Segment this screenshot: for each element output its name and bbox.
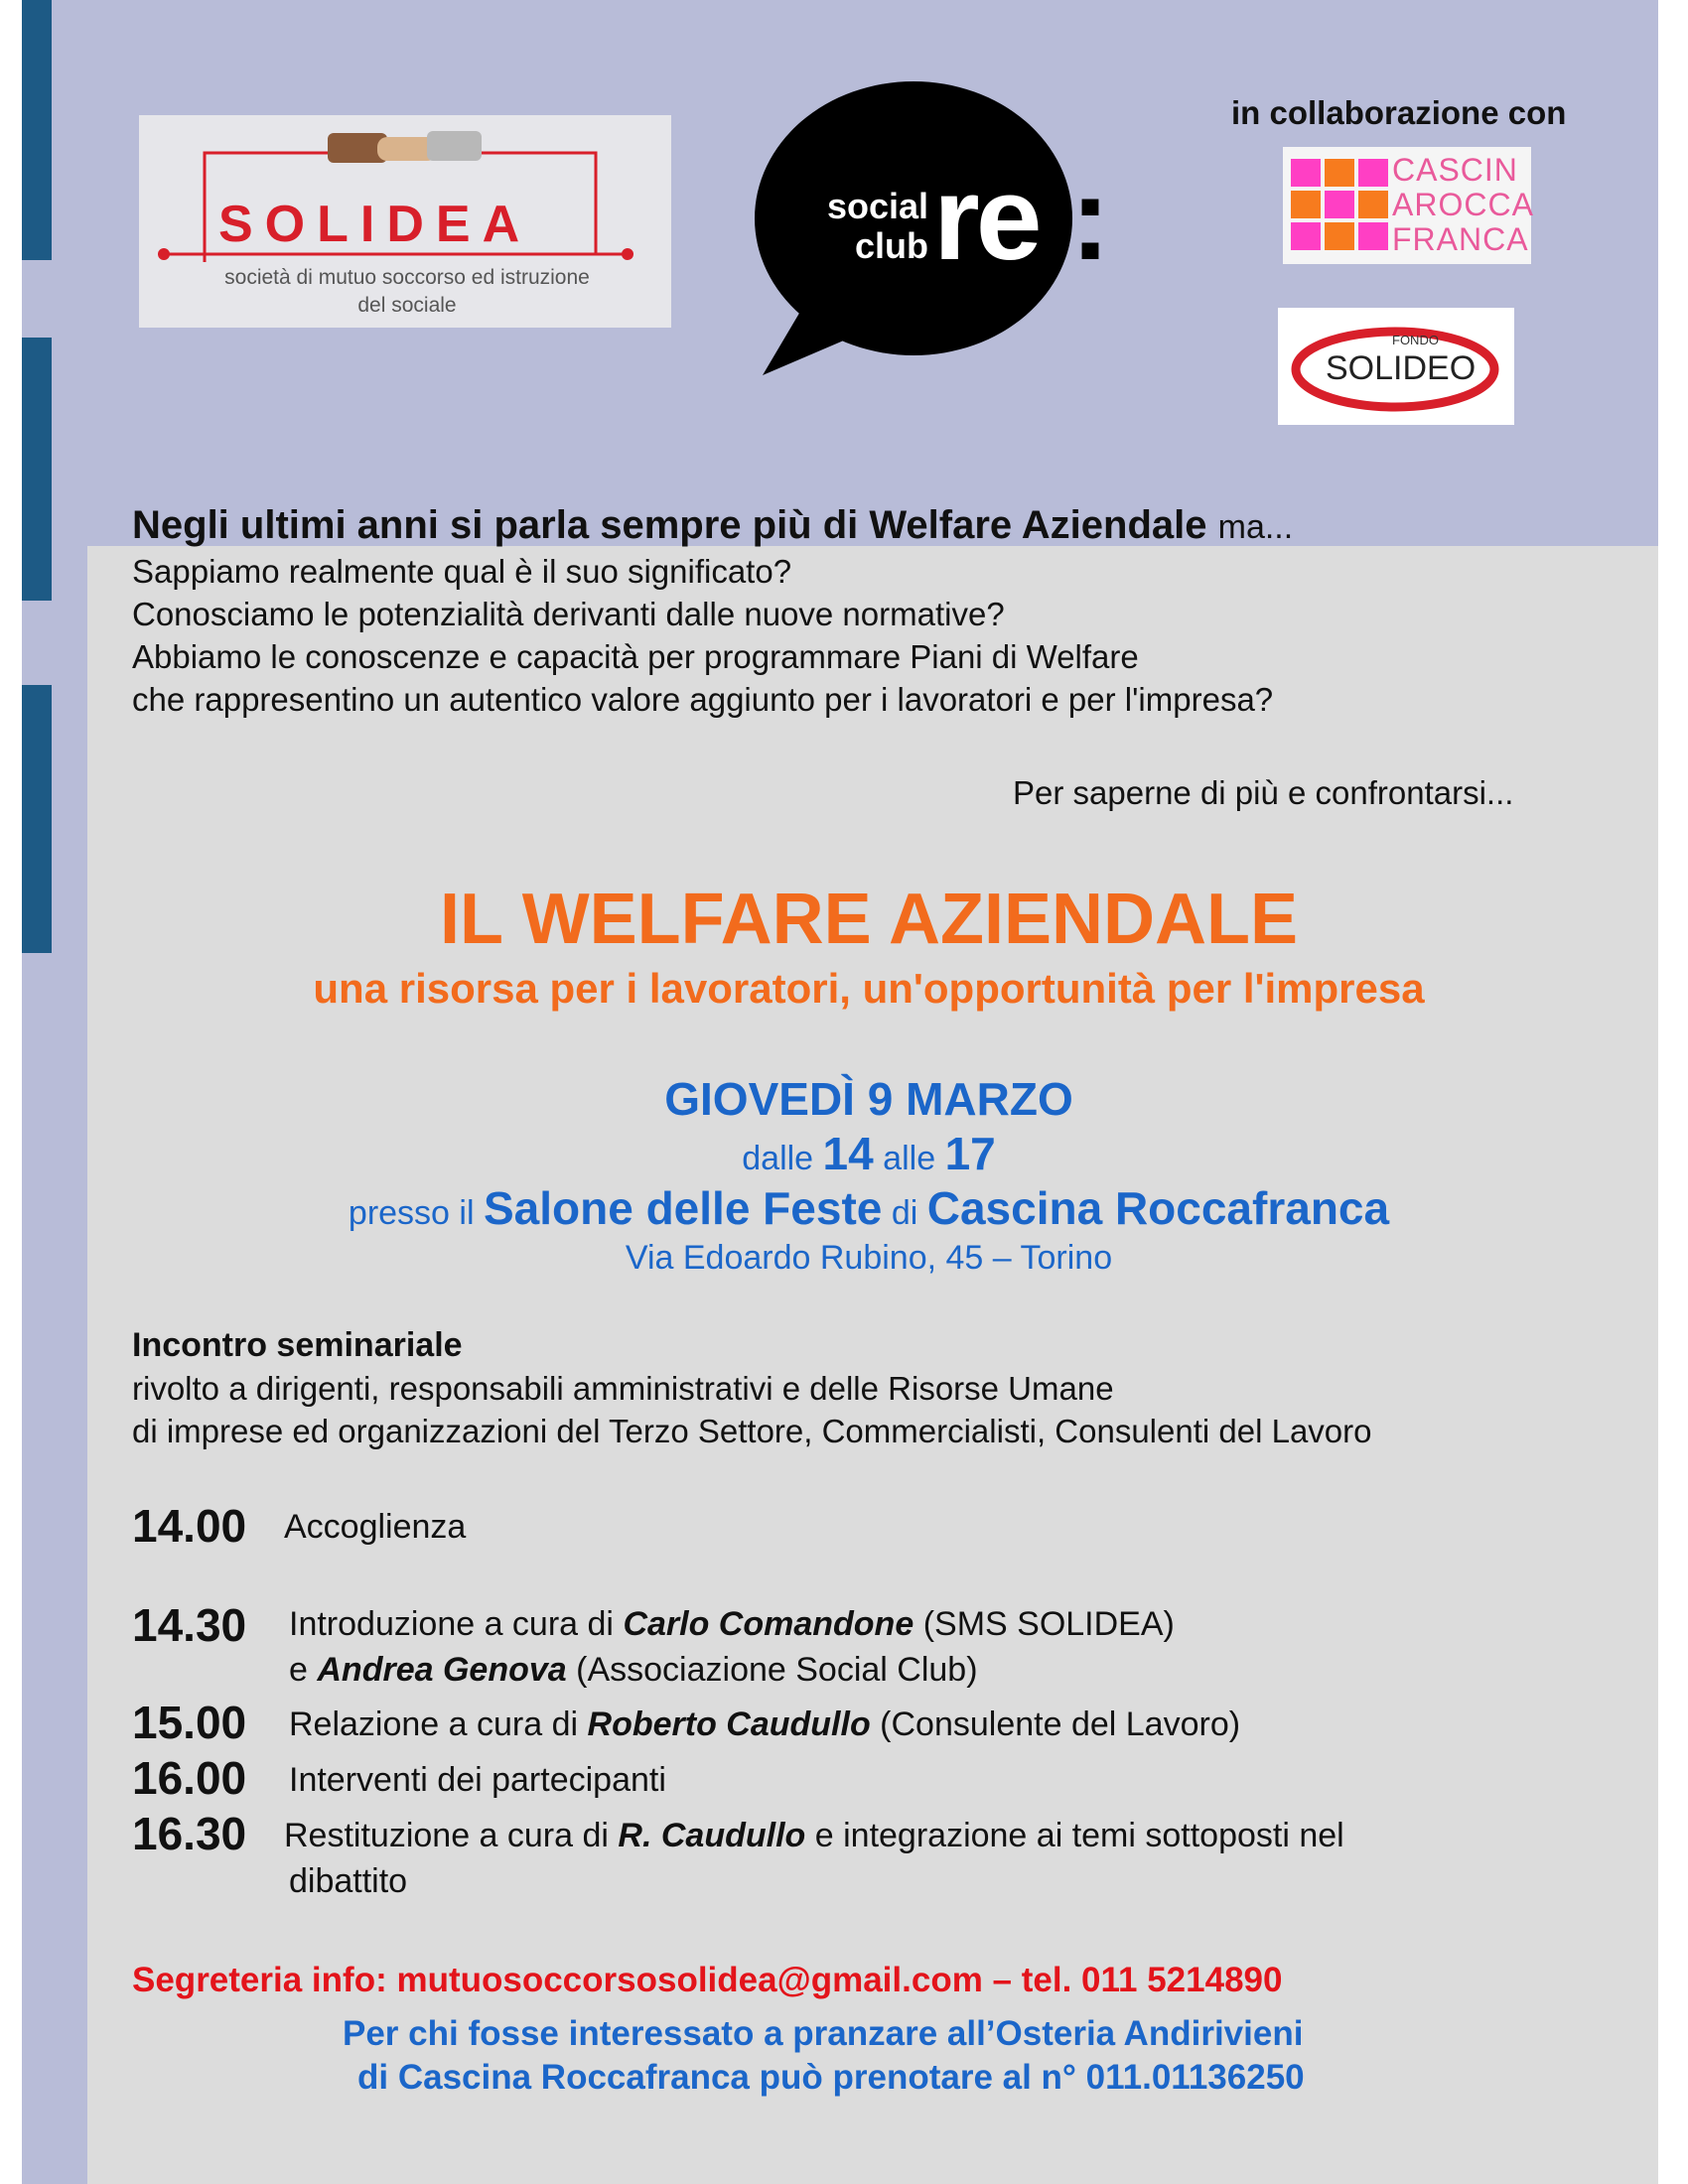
solideo-wordmark: SOLIDEO [1326,349,1477,387]
event-date: GIOVEDÌ 9 MARZO [664,1073,1073,1125]
cascina-squares-graphic [1289,157,1392,254]
intro-heading-tail: ma... [1217,508,1294,546]
cascina-word: FRANCA [1392,221,1529,257]
speaker-affiliation: (SMS SOLIDEA) [922,1605,1175,1643]
speaker-name: Roberto Caudullo [587,1706,871,1743]
audience-title: Incontro seminariale [132,1326,463,1364]
fondo-solideo-logo [1278,308,1514,425]
cascina-word: CASCIN [1392,152,1518,188]
intro-question: che rappresentino un autentico valore aggiunto per i lavoratori e per l'impresa? [132,681,1274,718]
program-pre: e [289,1651,308,1689]
re-wordmark: re [933,152,1039,285]
program-description [289,1706,1240,1744]
time-from: 14 [822,1128,874,1179]
lunch-info: di Cascina Roccafranca può prenotare al n° 011.01136250 [357,2058,1305,2097]
speaker-name: R. Caudullo [618,1817,806,1854]
audience-line: di imprese ed organizzazioni del Terzo Settore, Commercialisti, Consulenti del Lavoro [132,1413,1372,1449]
solidea-desc-line: del sociale [357,294,457,317]
event-place [0,1181,1688,1235]
place-connector: di [891,1194,918,1232]
intro-lead-in: Per saperne di più e confrontarsi... [1013,774,1514,811]
program-description: Interventi dei partecipanti [289,1761,666,1799]
social-word: social [826,186,928,226]
speaker-affiliation: (Consulente del Lavoro) [880,1706,1241,1743]
solidea-desc-line: società di mutuo soccorso ed istruzione [224,266,590,289]
program-pre: Restituzione a cura di [284,1817,609,1854]
solidea-wordmark: SOLIDEA [218,196,532,253]
speaker-affiliation: (Associazione Social Club) [576,1651,978,1689]
program-time: 14.30 [132,1599,247,1651]
intro-question: Conosciamo le potenzialità derivanti dalle nuove normative? [132,596,1005,632]
intro-heading [132,503,1293,548]
social-club-logo [755,60,1132,387]
side-accent-bar [22,338,52,601]
event-time [0,1127,1688,1180]
cascina-wordmark [1392,153,1534,257]
intro-question: Abbiamo le conoscenze e capacità per programmare Piani di Welfare [132,638,1139,675]
program-description: Accoglienza [284,1508,467,1546]
program-time: 16.30 [132,1808,247,1859]
program-pre: Introduzione a cura di [289,1605,614,1643]
side-accent-bar [22,0,52,260]
fondo-label: FONDO [1392,333,1439,347]
place-venue: Cascina Roccafranca [926,1182,1390,1234]
program-time: 16.00 [132,1752,247,1804]
time-to: 17 [944,1128,996,1179]
cascina-word: AROCCA [1392,187,1534,222]
program-pre: Relazione a cura di [289,1706,579,1743]
solidea-logo [139,115,671,328]
lunch-info: Per chi fosse interessato a pranzare all’Osteria Andirivieni [343,2014,1304,2053]
program-description [289,1605,1175,1644]
program-time: 14.00 [132,1500,247,1552]
club-word: club [854,225,928,266]
re-colon: : [1070,152,1110,285]
speaker-name: Andrea Genova [317,1651,567,1689]
cascina-roccafranca-logo [1283,147,1534,264]
program-post: e integrazione ai temi sottoposti nel [814,1817,1344,1854]
event-subtitle: una risorsa per i lavoratori, un'opportunità per l'impresa [313,965,1425,1012]
place-room: Salone delle Feste [483,1182,883,1234]
solidea-description [179,264,635,320]
audience-line: rivolto a dirigenti, responsabili amministrativi e delle Risorse Umane [132,1370,1114,1407]
social-club-text [804,187,928,266]
speaker-name: Carlo Comandone [623,1605,914,1643]
secretariat-info: Segreteria info: mutuosoccorsosolidea@gmail.com – tel. 011 5214890 [132,1961,1283,1999]
collaboration-label: in collaborazione con [1231,94,1567,131]
event-title: IL WELFARE AZIENDALE [440,880,1298,959]
program-description [284,1817,1344,1855]
program-description [289,1651,978,1690]
event-address: Via Edoardo Rubino, 45 – Torino [625,1239,1113,1277]
intro-question: Sappiamo realmente qual è il suo significato? [132,553,792,590]
intro-heading-text: Negli ultimi anni si parla sempre più di Welfare Aziendale [132,503,1207,547]
time-to-label: alle [883,1140,936,1177]
program-description: dibattito [289,1862,408,1900]
program-time: 15.00 [132,1697,247,1748]
place-prefix: presso il [348,1194,475,1232]
time-from-label: dalle [742,1140,814,1177]
